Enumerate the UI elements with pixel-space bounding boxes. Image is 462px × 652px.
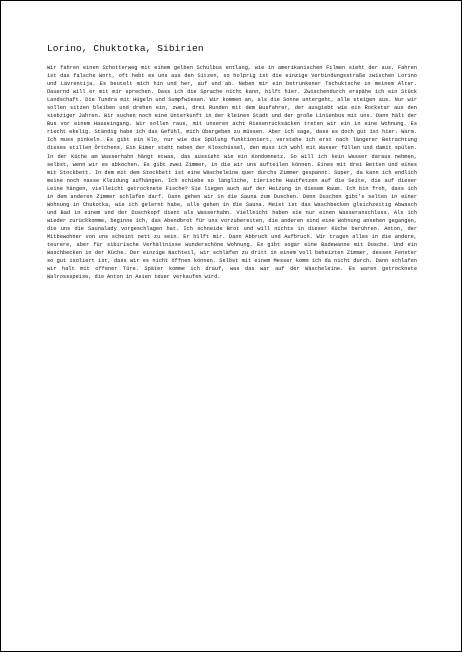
document-body-paragraph: Wir fahren einen Schotterweg mit einem gelben Schulbus entlang, wie in amerikanischen Filmen sieht der aus. Fahren ist das falsche Wort, oft hebt es uns aus den Sitzen, so holprig ist die einzige Verbindungsstraße zwischen Lorino und Lavrentija. Es beutelt mich hin und her, auf und ab. Neben mir ein betrunkener Tschuktsche in meinem Alter. Dauernd will er mit mir sprechen. Dass ich die Sprache nicht kann, hilft hier. Zwischendurch erspähe ich ein Stück Landschaft. Die Tundra mit Hügeln und Sumpfwiesen. Wir kommen an, als die Sonne untergeht, alle steigen aus. Nur wir sollen sitzen bleiben und drehen ein, zwei, drei Runden mit dem Busfahrer, der ausgiebt wie ein Rockstar aus den siebziger Jahren. Wir suchen noch eine Unterkunft in der kleinen Stadt und der große Linienbus mit uns. Dann hält der Bus vor einem Hauseingang. Wir sollen raus, mit unseren acht Riesenrucksäcken treten wir ein in eine Wohnung. Es riecht ekelig. Ständig habe ich das Gefühl, mich übergeben zu müssen. Aber ich sage, dass es doch gut ist hier. Warm. Ich muss pinkeln. Es gibt ein Klo, nur wie die Spülung funktioniert, verstehe ich erst nach längerer Betrachtung dieses stillen Örtchens. Ein Eimer steht neben der Kloschüssel, den muss ich wohl mit Wasser füllen und damit spülen. In der Küche am Wasserhahn hängt etwas, das aussieht wie ein Kondomnetz. So will ich kein Wasser daraus nehmen, selbst, wenn wir es abkochen. Es gibt zwei Zimmer, in die wir uns aufteilen können. Eines mit drei Betten und eines mit Stockbett. In dem mit dem Stockbett ist eine Wäscheleine quer durchs Zimmer gespannt. Super, da kann ich endlich meine noch nasse Kleidung aufhängen. Ich schiebe so längliche, tierische Hautfetzen auf die Seite, die auf dieser Leine hängen, vielleicht getrocknete Fische? Sie liegen auch auf der Heizung in diesem Raum. Ich bin froh, dass ich in dem anderen Zimmer schlafen darf. Dann gehen wir in die Sauna zum Duschen. Denn Duschen gibt's selten in einer Wohnung in Chukotka, wie ich gelernt habe, alle gehen in die Sauna. Meist ist das Waschbecken gleichzeitig Abwasch und Bad in einem und der Duschkopf dient als Wasserhahn. Vielleicht haben sie nur einen Wasseranschluss. Als ich wieder zurückkomme, beginne ich, das Abendbrot für uns vorzubereiten, die anderen sind eine Wohnung ansehen gegangen, die uns die Saunalady vorgeschlagen hat. Ich schneide Brot und will nichts in dieser Küche berühren. Anton, der Mitbewohner von uns scheint nett zu sein. Er hilft mir. Dann Abbruch und Aufbruch. Wir tragen alles in die andere, teurere, aber für sibirische Verhältnisse wunderschöne Wohnung. Es gibt sogar eine Badewanne mit Dusche. Und ein Waschbecken in der Küche. Der einzige Nachteil, wir schlafen zu dritt in einem voll beheizten Zimmer, dessen Fenster so gut isoliert ist, dass wir es nicht öffnen können. Selbst mit einem Messer komm ich da nicht durch. Dann schlafen wir halt mit offener Türe. Später komme ich drauf, was das war auf der Wäscheleine. Es waren getrocknete Walrossspeise, die Anton in Asien teuer verkaufen wird. xyxy=(47,65,417,281)
document-title: Lorino, Chuktotka, Sibirien xyxy=(47,43,204,54)
